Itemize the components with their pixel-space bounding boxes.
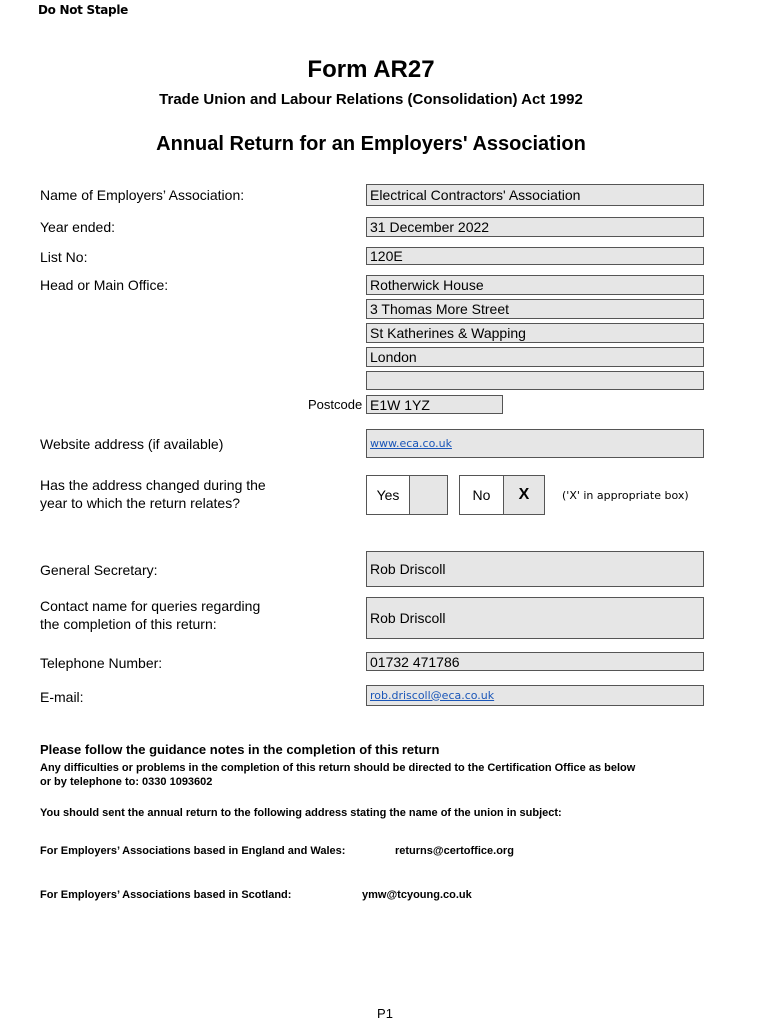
address-changed-line-1: Has the address changed during the [40, 477, 266, 493]
list-number-label: List No: [40, 249, 88, 265]
general-secretary-label: General Secretary: [40, 562, 158, 578]
office-address-line-4[interactable]: London [366, 347, 704, 367]
guidance-text-line-1: Any difficulties or problems in the completion of this return should be directed to the Certification Office as below [40, 762, 636, 774]
guidance-text-line-2: or by telephone to: 0330 1093602 [40, 776, 213, 788]
general-secretary-field[interactable]: Rob Driscoll [366, 551, 704, 587]
yes-checkbox[interactable] [409, 475, 448, 515]
list-number-field[interactable]: 120E [366, 247, 704, 265]
contact-label-line-1: Contact name for queries regarding [40, 598, 261, 614]
head-office-label: Head or Main Office: [40, 277, 169, 293]
website-field[interactable]: www.eca.co.uk [366, 429, 704, 458]
address-changed-question [40, 476, 266, 512]
office-address-line-1[interactable]: Rotherwick House [366, 275, 704, 295]
scotland-email[interactable]: ymw@tcyoung.co.uk [362, 889, 472, 901]
yes-label: Yes [366, 475, 410, 515]
website-label: Website address (if available) [40, 436, 224, 452]
postcode-field[interactable]: E1W 1YZ [366, 395, 503, 414]
contact-label-line-2: the completion of this return: [40, 616, 217, 632]
page-title: Annual Return for an Employers' Association [156, 133, 586, 155]
email-field[interactable]: rob.driscoll@eca.co.uk [366, 685, 704, 706]
form-title: Form AR27 [307, 56, 435, 83]
email-label: E-mail: [40, 689, 84, 705]
england-wales-label: For Employers’ Associations based in England and Wales: [40, 845, 346, 857]
box-instruction-note: ('X' in appropriate box) [562, 489, 689, 502]
office-address-line-2[interactable]: 3 Thomas More Street [366, 299, 704, 319]
england-wales-email[interactable]: returns@certoffice.org [395, 845, 514, 857]
telephone-field[interactable]: 01732 471786 [366, 652, 704, 671]
postcode-label: Postcode [308, 397, 363, 412]
year-ended-label: Year ended: [40, 219, 115, 235]
no-checkbox[interactable]: X [503, 475, 545, 515]
year-ended-field[interactable]: 31 December 2022 [366, 217, 704, 237]
page-number: P1 [377, 1006, 393, 1021]
act-title: Trade Union and Labour Relations (Consolidation) Act 1992 [159, 91, 583, 108]
address-changed-line-2: year to which the return relates? [40, 495, 240, 511]
guidance-heading: Please follow the guidance notes in the completion of this return [40, 742, 440, 757]
telephone-label: Telephone Number: [40, 655, 163, 671]
office-address-line-5[interactable] [366, 371, 704, 390]
contact-name-label [40, 597, 260, 633]
guidance-text-line-3: You should sent the annual return to the following address stating the name of the union in subject: [40, 807, 562, 819]
scotland-label: For Employers’ Associations based in Scotland: [40, 889, 292, 901]
office-address-line-3[interactable]: St Katherines & Wapping [366, 323, 704, 343]
association-name-label: Name of Employers’ Association: [40, 187, 245, 203]
no-label: No [459, 475, 504, 515]
do-not-staple-note: Do Not Staple [38, 3, 129, 17]
contact-name-field[interactable]: Rob Driscoll [366, 597, 704, 639]
association-name-field[interactable]: Electrical Contractors' Association [366, 184, 704, 206]
